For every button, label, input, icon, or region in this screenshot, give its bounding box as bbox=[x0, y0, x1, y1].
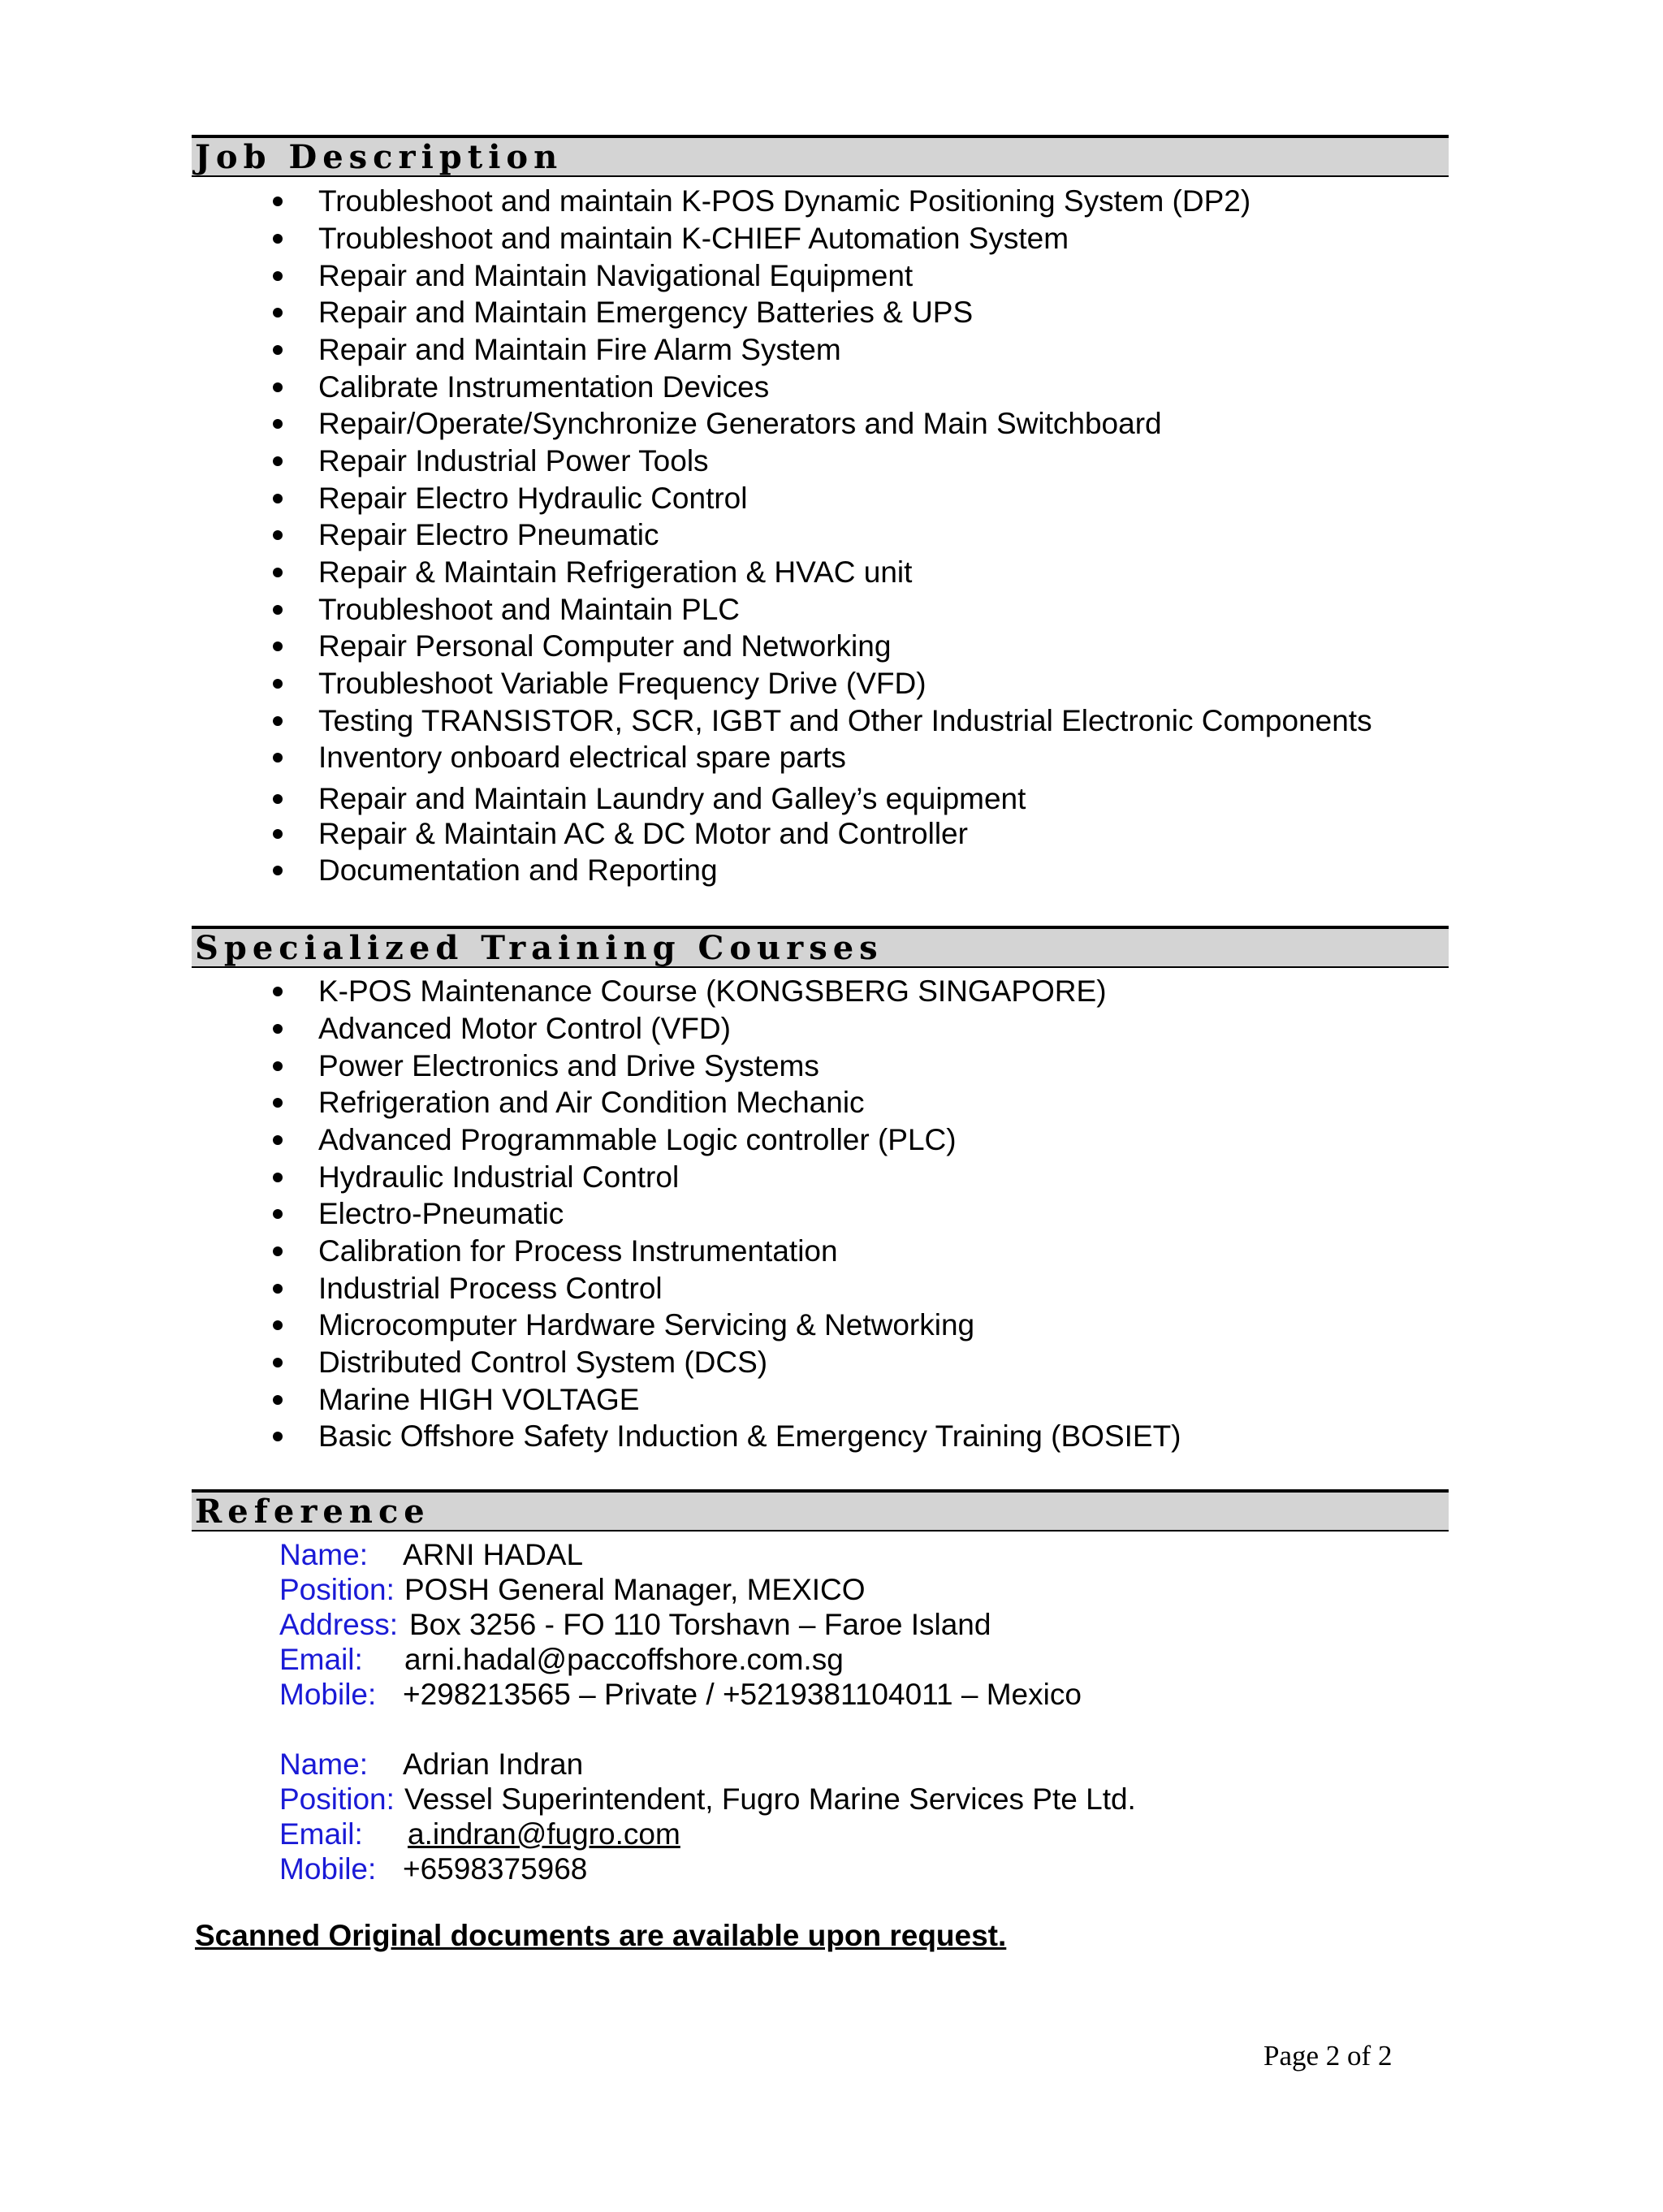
list-item: Troubleshoot and Maintain PLC bbox=[0, 592, 1663, 628]
bullet-icon bbox=[273, 234, 283, 244]
bullet-icon bbox=[273, 605, 283, 615]
bullet-icon bbox=[273, 1358, 283, 1367]
bullet-icon bbox=[273, 456, 283, 466]
bullet-icon bbox=[273, 1061, 283, 1071]
reference-address: Box 3256 - FO 110 Torshavn – Faroe Island bbox=[409, 1608, 991, 1641]
list-item: Calibration for Process Instrumentation bbox=[0, 1233, 1663, 1269]
reference-position: POSH General Manager, MEXICO bbox=[404, 1573, 866, 1606]
reference-email-label: Email: bbox=[279, 1643, 363, 1676]
list-item: Troubleshoot Variable Frequency Drive (VFD) bbox=[0, 666, 1663, 702]
list-item: Inventory onboard electrical spare parts bbox=[0, 740, 1663, 775]
list-item: Repair & Maintain Refrigeration & HVAC unit bbox=[0, 555, 1663, 590]
bullet-icon bbox=[273, 753, 283, 763]
documents-note: Scanned Original documents are available upon request. bbox=[195, 1919, 1007, 1952]
bullet-icon bbox=[273, 308, 283, 318]
list-item: K-POS Maintenance Course (KONGSBERG SINGAPORE) bbox=[0, 974, 1663, 1009]
list-item: Repair Personal Computer and Networking bbox=[0, 629, 1663, 664]
bullet-icon bbox=[273, 530, 283, 540]
list-item: Advanced Programmable Logic controller (PLC) bbox=[0, 1122, 1663, 1158]
list-item: Marine HIGH VOLTAGE bbox=[0, 1382, 1663, 1418]
bullet-icon bbox=[273, 1284, 283, 1294]
page-number: Page 2 of 2 bbox=[1263, 2040, 1393, 2072]
reference-email[interactable]: arni.hadal@paccoffshore.com.sg bbox=[404, 1643, 844, 1676]
bullet-icon bbox=[273, 794, 283, 804]
bullet-icon bbox=[273, 716, 283, 726]
bullet-icon bbox=[273, 1173, 283, 1182]
bullet-icon bbox=[273, 679, 283, 689]
list-item: Repair and Maintain Emergency Batteries & UPS bbox=[0, 295, 1663, 331]
bullet-icon bbox=[273, 1209, 283, 1219]
reference-mobile-label: Mobile: bbox=[279, 1852, 377, 1886]
bullet-icon bbox=[273, 197, 283, 206]
list-item: Repair/Operate/Synchronize Generators and Main Switchboard bbox=[0, 406, 1663, 442]
list-item: Distributed Control System (DCS) bbox=[0, 1345, 1663, 1380]
bullet-icon bbox=[273, 494, 283, 503]
list-item: Troubleshoot and maintain K-POS Dynamic Positioning System (DP2) bbox=[0, 184, 1663, 219]
list-item: Testing TRANSISTOR, SCR, IGBT and Other Industrial Electronic Components bbox=[0, 703, 1663, 739]
list-item: Industrial Process Control bbox=[0, 1271, 1663, 1307]
list-item: Basic Offshore Safety Induction & Emergency Training (BOSIET) bbox=[0, 1419, 1663, 1454]
bullet-icon bbox=[273, 345, 283, 355]
section-title: Reference bbox=[195, 1493, 430, 1531]
list-item: Microcomputer Hardware Servicing & Networking bbox=[0, 1307, 1663, 1343]
reference-mobile: +6598375968 bbox=[403, 1852, 588, 1886]
bullet-icon bbox=[273, 1395, 283, 1405]
bullet-icon bbox=[273, 419, 283, 429]
list-item: Hydraulic Industrial Control bbox=[0, 1160, 1663, 1195]
bullet-icon bbox=[273, 1135, 283, 1145]
list-item: Advanced Motor Control (VFD) bbox=[0, 1011, 1663, 1047]
bullet-icon bbox=[273, 1098, 283, 1108]
bullet-icon bbox=[273, 987, 283, 996]
bullet-icon bbox=[273, 271, 283, 281]
reference-mobile-label: Mobile: bbox=[279, 1678, 377, 1711]
list-item: Refrigeration and Air Condition Mechanic bbox=[0, 1085, 1663, 1121]
list-item: Repair and Maintain Navigational Equipment bbox=[0, 258, 1663, 294]
bullet-icon bbox=[273, 1320, 283, 1330]
list-item: Documentation and Reporting bbox=[0, 853, 1663, 888]
section-title: Job Description bbox=[195, 138, 564, 176]
section-header-reference bbox=[192, 1489, 1449, 1532]
list-item: Calibrate Instrumentation Devices bbox=[0, 369, 1663, 405]
list-item: Repair Industrial Power Tools bbox=[0, 443, 1663, 479]
list-item: Repair Electro Pneumatic bbox=[0, 517, 1663, 553]
list-item: Power Electronics and Drive Systems bbox=[0, 1048, 1663, 1084]
reference-name: ARNI HADAL bbox=[403, 1538, 584, 1571]
bullet-icon bbox=[273, 1024, 283, 1034]
section-title: Specialized Training Courses bbox=[195, 929, 883, 967]
bullet-icon bbox=[273, 1432, 283, 1441]
list-item: Troubleshoot and maintain K-CHIEF Automation System bbox=[0, 221, 1663, 257]
bullet-icon bbox=[273, 382, 283, 392]
bullet-icon bbox=[273, 829, 283, 839]
list-item: Repair and Maintain Laundry and Galley’s equipment bbox=[0, 781, 1663, 817]
section-header-job-description bbox=[192, 135, 1449, 177]
bullet-icon bbox=[273, 642, 283, 651]
reference-email-link[interactable]: a.indran@fugro.com bbox=[408, 1817, 680, 1851]
list-item: Repair and Maintain Fire Alarm System bbox=[0, 332, 1663, 368]
reference-position: Vessel Superintendent, Fugro Marine Services Pte Ltd. bbox=[404, 1782, 1136, 1816]
list-item: Electro-Pneumatic bbox=[0, 1196, 1663, 1232]
reference-address-label: Address: bbox=[279, 1608, 399, 1641]
reference-name-label: Name: bbox=[279, 1538, 368, 1571]
bullet-icon bbox=[273, 866, 283, 875]
reference-name: Adrian Indran bbox=[403, 1748, 584, 1781]
reference-name-label: Name: bbox=[279, 1748, 368, 1781]
reference-mobile: +298213565 – Private / +5219381104011 – Mexico bbox=[403, 1678, 1082, 1711]
section-header-training bbox=[192, 926, 1449, 968]
reference-position-label: Position: bbox=[279, 1782, 395, 1816]
bullet-icon bbox=[273, 568, 283, 577]
list-item: Repair & Maintain AC & DC Motor and Controller bbox=[0, 816, 1663, 852]
reference-position-label: Position: bbox=[279, 1573, 395, 1606]
reference-email-label: Email: bbox=[279, 1817, 363, 1851]
list-item: Repair Electro Hydraulic Control bbox=[0, 481, 1663, 516]
bullet-icon bbox=[273, 1246, 283, 1256]
